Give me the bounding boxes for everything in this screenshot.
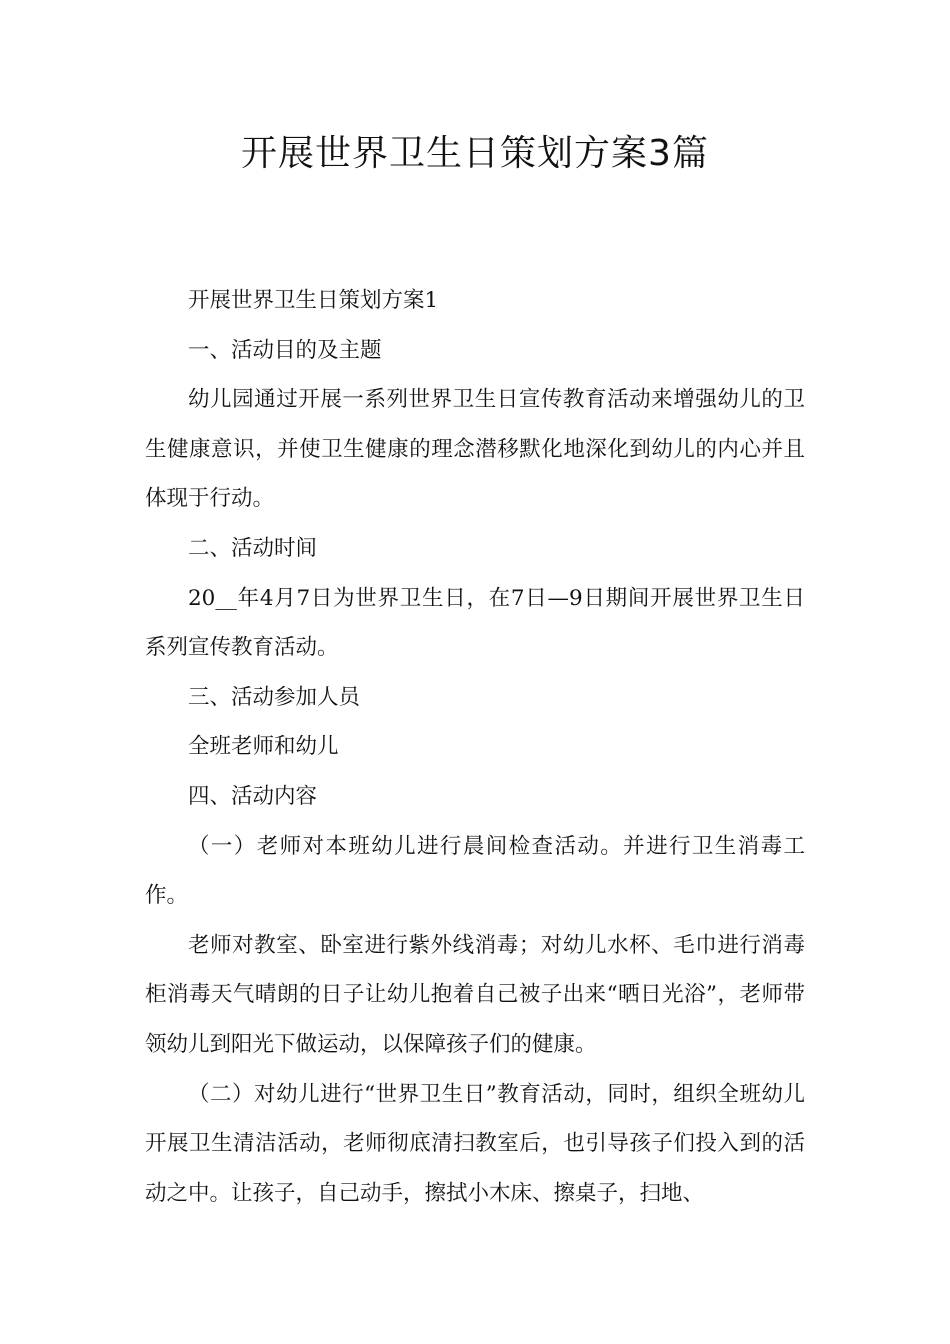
section-heading-participants: 三、活动参加人员 <box>188 684 361 710</box>
section-heading-content: 四、活动内容 <box>188 783 318 809</box>
paragraph-content-3: （二）对幼儿进行“世界卫生日”教育活动，同时，组织全班幼儿开展卫生清洁活动，老师彻底清扫教室后，也引导孩子们投入到的活动之中。让孩子，自己动手，擦拭小木床、擦桌子，扫地、 <box>145 1081 805 1206</box>
paragraph-participants: 全班老师和幼儿 <box>188 734 339 760</box>
section-heading-plan-1: 开展世界卫生日策划方案1 <box>188 288 439 313</box>
paragraph-purpose: 幼儿园通过开展一系列世界卫生日宣传教育活动来增强幼儿的卫生健康意识，并使卫生健康的理念潜移默化地深化到幼儿的内心并且体现于行动。 <box>145 387 805 512</box>
paragraph-content-1: （一）老师对本班幼儿进行晨间检查活动。并进行卫生消毒工作。 <box>145 833 805 909</box>
section-heading-purpose: 一、活动目的及主题 <box>188 337 382 363</box>
paragraph-time: 20__年4月7日为世界卫生日，在7日—9日期间开展世界卫生日系列宣传教育活动。 <box>145 585 805 661</box>
document-body <box>145 276 805 1218</box>
section-heading-time: 二、活动时间 <box>188 535 318 561</box>
paragraph-content-2: 老师对教室、卧室进行紫外线消毒；对幼儿水杯、毛巾进行消毒柜消毒天气晴朗的日子让幼儿抱着自己被子出来“晒日光浴”，老师带领幼儿到阳光下做运动，以保障孩子们的健康。 <box>145 932 805 1057</box>
document-title: 开展世界卫生日策划方案3篇 <box>241 133 709 174</box>
